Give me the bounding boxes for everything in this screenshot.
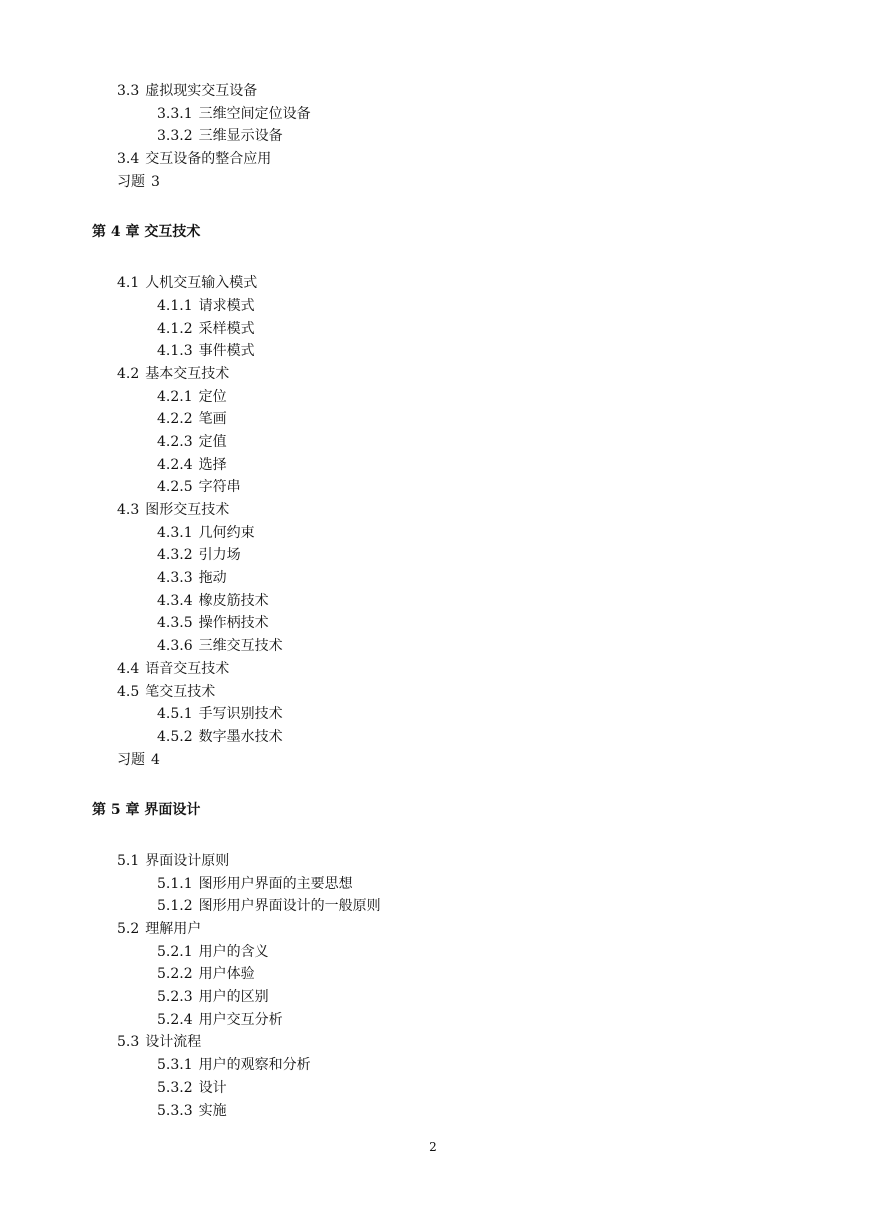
toc-entry-title: 虚拟现实交互设备 bbox=[145, 83, 258, 99]
toc-entry-number: 4.3.6 bbox=[157, 638, 193, 655]
toc-subsection-entry bbox=[0, 1100, 869, 1123]
toc-entry-title: 定值 bbox=[198, 433, 227, 450]
toc-entry-number: 4.4 bbox=[117, 660, 140, 677]
toc-entry-title: 操作柄技术 bbox=[198, 615, 269, 632]
toc-section-entry bbox=[0, 171, 869, 194]
toc-entry-title: 图形用户界面的主要思想 bbox=[198, 875, 353, 892]
toc-section-entry bbox=[0, 1031, 869, 1054]
toc-subsection-entry bbox=[0, 1054, 869, 1077]
toc-entry-title: 基本交互技术 bbox=[145, 365, 230, 382]
toc-subsection-entry bbox=[0, 590, 869, 613]
toc-entry-title: 事件模式 bbox=[198, 343, 255, 360]
toc-top-section bbox=[0, 80, 869, 193]
spacer bbox=[0, 193, 869, 221]
toc-entry-number: 4.5.2 bbox=[157, 728, 193, 745]
toc-subsection-entry bbox=[0, 612, 869, 635]
toc-entry-number: 5.2.1 bbox=[157, 943, 193, 960]
toc-entry-number: 4.2.4 bbox=[157, 456, 193, 473]
toc-subsection-entry bbox=[0, 476, 869, 499]
toc-subsection-entry bbox=[0, 567, 869, 590]
toc-entry-number: 4.2.2 bbox=[157, 411, 193, 428]
toc-entry-title: 几何约束 bbox=[198, 524, 255, 541]
toc-entry-title: 用户体验 bbox=[198, 966, 255, 983]
toc-entry-title: 设计 bbox=[198, 1079, 227, 1096]
toc-entry-number: 5.2.2 bbox=[157, 966, 193, 983]
toc-subsection-entry bbox=[0, 1009, 869, 1032]
toc-subsection-entry bbox=[0, 454, 869, 477]
toc-entry-number: 4.3.5 bbox=[157, 615, 193, 632]
chapter-5-heading: 第 5 章 界面设计 bbox=[92, 802, 201, 819]
toc-entry-title: 拖动 bbox=[198, 570, 227, 587]
toc-subsection-entry bbox=[0, 941, 869, 964]
toc-entry-title: 图形用户界面设计的一般原则 bbox=[198, 898, 381, 915]
toc-entry-number: 5.3.3 bbox=[157, 1102, 193, 1119]
toc-section-entry bbox=[0, 681, 869, 704]
toc-entry-title: 实施 bbox=[198, 1102, 227, 1119]
toc-entry-number: 4.2 bbox=[117, 365, 140, 382]
toc-subsection-entry bbox=[0, 295, 869, 318]
toc-entry-number: 5.2.3 bbox=[157, 989, 193, 1006]
toc-entry-number: 4.2.5 bbox=[157, 479, 193, 496]
toc-entry-number: 习题 bbox=[117, 173, 145, 190]
toc-subsection-entry bbox=[0, 635, 869, 658]
toc-entry-title: 数字墨水技术 bbox=[198, 728, 283, 745]
toc-section-entry bbox=[0, 80, 869, 103]
toc-entry-title: 理解用户 bbox=[145, 921, 202, 937]
toc-section-entry bbox=[0, 850, 869, 873]
toc-entry-number: 5.3.1 bbox=[157, 1057, 193, 1074]
toc-entry-number: 4.3.1 bbox=[157, 524, 193, 541]
toc-subsection-entry bbox=[0, 408, 869, 431]
toc-entry-number: 5.1 bbox=[117, 852, 140, 869]
spacer bbox=[0, 771, 869, 799]
toc-subsection-entry bbox=[0, 318, 869, 341]
table-of-contents bbox=[0, 80, 869, 1122]
toc-entry-title: 3 bbox=[151, 173, 160, 190]
toc-subsection-entry bbox=[0, 726, 869, 749]
toc-subsection-entry bbox=[0, 386, 869, 409]
toc-entry-number: 4.3.2 bbox=[157, 547, 193, 564]
page-number: 2 bbox=[429, 1140, 437, 1154]
spacer bbox=[0, 244, 869, 272]
toc-entry-title: 笔画 bbox=[198, 411, 227, 428]
toc-entry-title: 橡皮筋技术 bbox=[198, 592, 269, 609]
toc-entry-title: 设计流程 bbox=[145, 1034, 202, 1051]
toc-entry-number: 4.1 bbox=[117, 275, 140, 292]
toc-subsection-entry bbox=[0, 522, 869, 545]
toc-entry-number: 3.3.1 bbox=[157, 105, 193, 122]
toc-entry-title: 图形交互技术 bbox=[145, 502, 230, 518]
toc-entry-title: 定位 bbox=[198, 388, 227, 405]
toc-entry-number: 4.3 bbox=[117, 502, 140, 518]
toc-subsection-entry bbox=[0, 703, 869, 726]
toc-subsection-entry bbox=[0, 340, 869, 363]
toc-entry-title: 用户的区别 bbox=[198, 989, 269, 1006]
toc-entry-title: 采样模式 bbox=[198, 320, 255, 337]
toc-entry-title: 笔交互技术 bbox=[145, 683, 216, 700]
toc-section-entry bbox=[0, 658, 869, 681]
toc-subsection-entry bbox=[0, 1077, 869, 1100]
toc-entry-title: 选择 bbox=[198, 456, 227, 473]
toc-entry-number: 习题 bbox=[117, 751, 145, 768]
toc-subsection-entry bbox=[0, 431, 869, 454]
toc-entry-number: 4.1.1 bbox=[157, 297, 193, 314]
toc-entry-title: 三维空间定位设备 bbox=[198, 105, 311, 122]
toc-entry-number: 4.2.1 bbox=[157, 388, 193, 405]
toc-section-entry bbox=[0, 499, 869, 522]
toc-entry-number: 3.3 bbox=[117, 83, 140, 99]
toc-entry-title: 用户交互分析 bbox=[198, 1011, 283, 1028]
toc-subsection-entry bbox=[0, 125, 869, 148]
toc-entry-number: 3.3.2 bbox=[157, 128, 193, 145]
toc-entry-number: 5.3 bbox=[117, 1034, 140, 1051]
toc-entry-number: 5.1.2 bbox=[157, 898, 193, 915]
toc-subsection-entry bbox=[0, 103, 869, 126]
toc-section-entry bbox=[0, 272, 869, 295]
toc-entry-title: 字符串 bbox=[198, 479, 241, 496]
chapter-4-entries bbox=[0, 272, 869, 771]
toc-entry-number: 4.3.3 bbox=[157, 570, 193, 587]
toc-entry-title: 用户的含义 bbox=[198, 943, 269, 960]
toc-entry-title: 三维交互技术 bbox=[198, 638, 283, 655]
toc-subsection-entry bbox=[0, 544, 869, 567]
toc-entry-number: 4.5.1 bbox=[157, 706, 193, 723]
toc-section-entry bbox=[0, 749, 869, 772]
toc-entry-title: 交互设备的整合应用 bbox=[145, 151, 272, 168]
toc-entry-number: 3.4 bbox=[117, 151, 140, 168]
spacer bbox=[0, 822, 869, 850]
toc-subsection-entry bbox=[0, 963, 869, 986]
toc-entry-title: 4 bbox=[151, 751, 160, 768]
toc-entry-number: 5.1.1 bbox=[157, 875, 193, 892]
toc-entry-number: 5.2 bbox=[117, 921, 140, 937]
toc-entry-number: 5.3.2 bbox=[157, 1079, 193, 1096]
toc-entry-title: 请求模式 bbox=[198, 297, 255, 314]
toc-entry-number: 5.2.4 bbox=[157, 1011, 193, 1028]
toc-entry-title: 手写识别技术 bbox=[198, 706, 283, 723]
toc-entry-title: 人机交互输入模式 bbox=[145, 275, 258, 292]
toc-entry-number: 4.5 bbox=[117, 683, 140, 700]
toc-entry-title: 三维显示设备 bbox=[198, 128, 283, 145]
toc-section-entry bbox=[0, 148, 869, 171]
toc-entry-number: 4.1.3 bbox=[157, 343, 193, 360]
toc-entry-number: 4.2.3 bbox=[157, 433, 193, 450]
toc-entry-title: 用户的观察和分析 bbox=[198, 1057, 311, 1074]
toc-entry-number: 4.1.2 bbox=[157, 320, 193, 337]
chapter-4-heading: 第 4 章 交互技术 bbox=[92, 224, 201, 241]
toc-entry-title: 语音交互技术 bbox=[145, 660, 230, 677]
chapter-5-entries bbox=[0, 850, 869, 1122]
toc-section-entry bbox=[0, 363, 869, 386]
toc-subsection-entry bbox=[0, 895, 869, 918]
toc-subsection-entry bbox=[0, 986, 869, 1009]
toc-entry-number: 4.3.4 bbox=[157, 592, 193, 609]
toc-subsection-entry bbox=[0, 873, 869, 896]
toc-entry-title: 引力场 bbox=[198, 547, 241, 564]
toc-entry-title: 界面设计原则 bbox=[145, 852, 230, 869]
toc-section-entry bbox=[0, 918, 869, 941]
